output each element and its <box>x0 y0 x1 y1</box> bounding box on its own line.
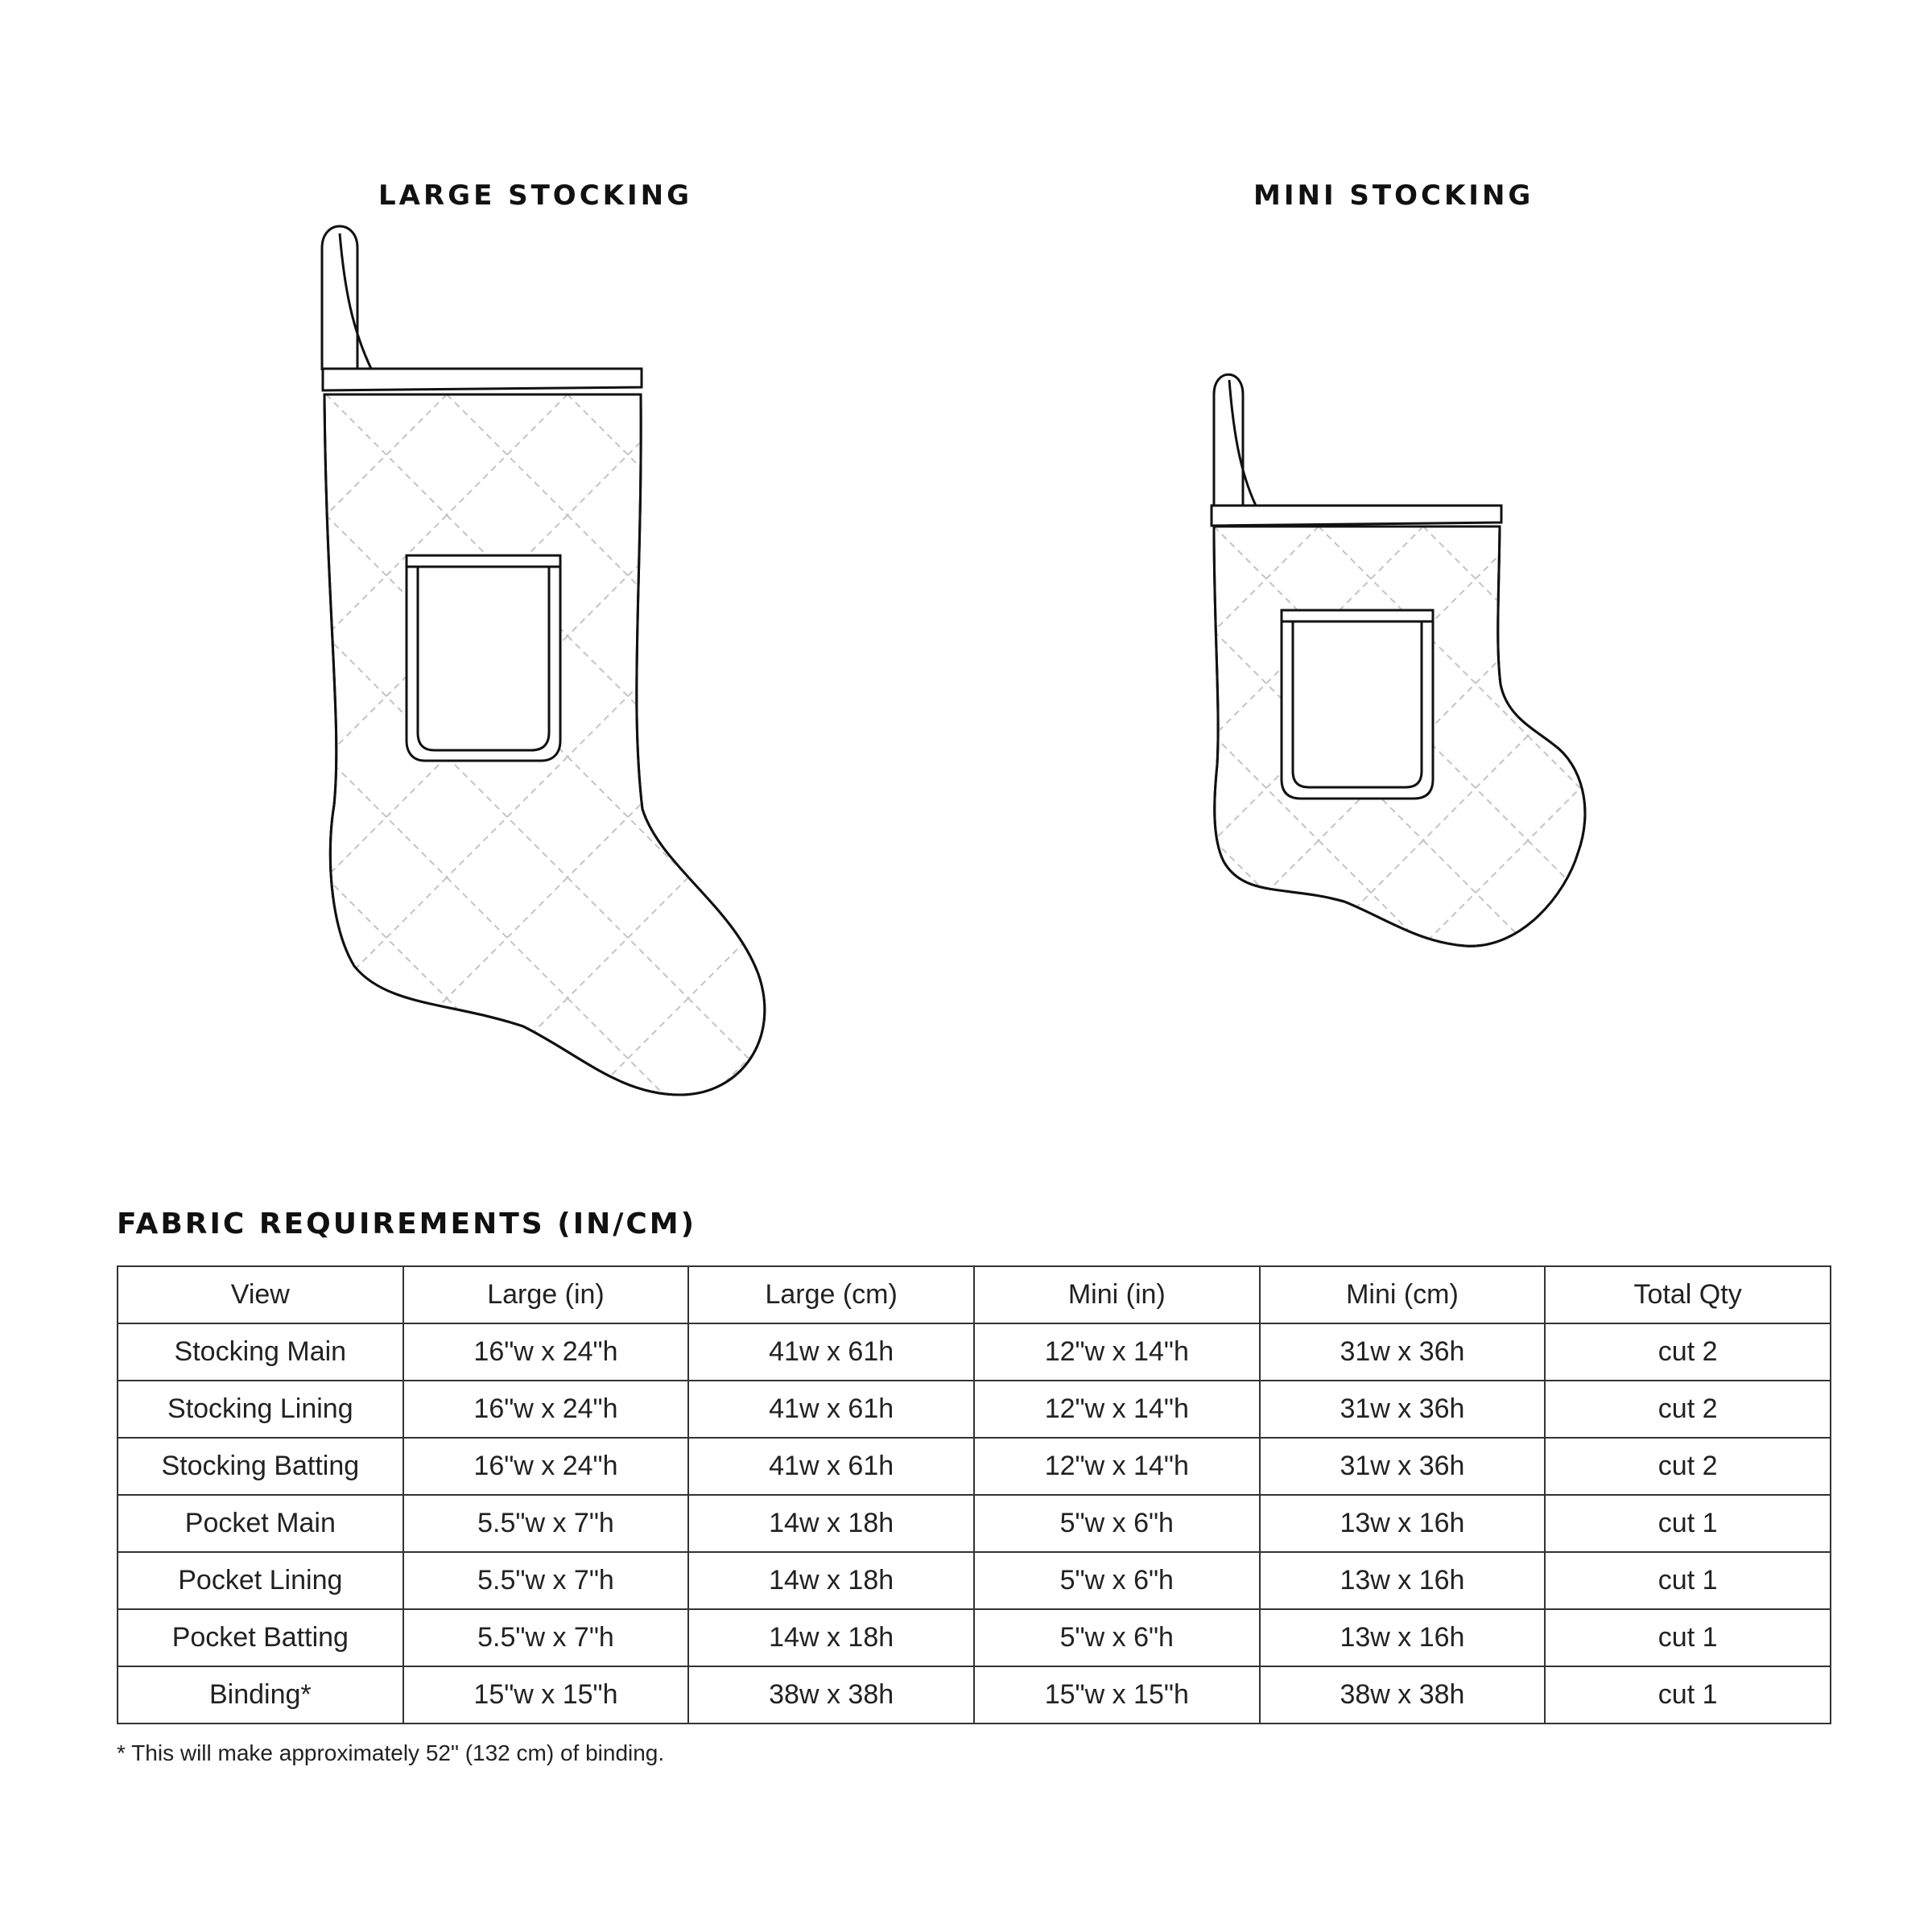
table-cell: Stocking Main <box>118 1323 403 1381</box>
table-cell: Pocket Lining <box>118 1552 403 1609</box>
table-cell: Stocking Lining <box>118 1381 403 1438</box>
table-cell: Pocket Main <box>118 1495 403 1552</box>
table-cell: 12"w x 14"h <box>974 1323 1260 1381</box>
stocking-cuff <box>323 369 642 390</box>
table-cell: 31w x 36h <box>1260 1438 1546 1495</box>
column-header: Total Qty <box>1545 1266 1831 1323</box>
table-row <box>118 1381 1831 1438</box>
table-cell: 5.5"w x 7"h <box>403 1552 689 1609</box>
hanging-loop <box>1214 374 1256 506</box>
column-header: View <box>118 1266 403 1323</box>
table-cell: cut 1 <box>1545 1609 1831 1666</box>
table-cell: 13w x 16h <box>1260 1609 1546 1666</box>
stocking-pocket <box>1282 610 1433 799</box>
table-row <box>118 1438 1831 1495</box>
table-row <box>118 1666 1831 1724</box>
hanging-loop <box>322 226 372 370</box>
table-cell: 5"w x 6"h <box>974 1609 1260 1666</box>
table-row <box>118 1609 1831 1666</box>
large-stocking-title: LARGE STOCKING <box>378 180 693 212</box>
large-stocking-illustration <box>314 217 781 1111</box>
table-cell: 31w x 36h <box>1260 1381 1546 1438</box>
table-cell: Pocket Batting <box>118 1609 403 1666</box>
table-cell: 16"w x 24"h <box>403 1323 689 1381</box>
table-cell: 12"w x 14"h <box>974 1438 1260 1495</box>
column-header: Mini (cm) <box>1260 1266 1546 1323</box>
table-row <box>118 1552 1831 1609</box>
table-cell: 41w x 61h <box>688 1438 974 1495</box>
table-cell: cut 2 <box>1545 1438 1831 1495</box>
stocking-pocket <box>407 555 560 761</box>
mini-stocking-illustration <box>1199 362 1594 958</box>
table-cell: 31w x 36h <box>1260 1323 1546 1381</box>
table-cell: cut 1 <box>1545 1666 1831 1724</box>
table-cell: Stocking Batting <box>118 1438 403 1495</box>
binding-footnote: * This will make approximately 52" (132 cm) of binding. <box>117 1740 665 1765</box>
column-header: Mini (in) <box>974 1266 1260 1323</box>
table-row <box>118 1323 1831 1381</box>
fabric-requirements-heading: FABRIC REQUIREMENTS (IN/CM) <box>117 1208 697 1241</box>
column-header: Large (in) <box>403 1266 689 1323</box>
table-cell: Binding* <box>118 1666 403 1724</box>
table-header-row <box>118 1266 1831 1323</box>
table-cell: 14w x 18h <box>688 1552 974 1609</box>
table-cell: 13w x 16h <box>1260 1552 1546 1609</box>
table-cell: cut 2 <box>1545 1381 1831 1438</box>
column-header: Large (cm) <box>688 1266 974 1323</box>
table-cell: 15"w x 15"h <box>403 1666 689 1724</box>
table-cell: 14w x 18h <box>688 1495 974 1552</box>
fabric-requirements-table <box>117 1265 1831 1724</box>
table-cell: 38w x 38h <box>1260 1666 1546 1724</box>
table-cell: cut 2 <box>1545 1323 1831 1381</box>
table-cell: 14w x 18h <box>688 1609 974 1666</box>
stocking-cuff <box>1212 506 1501 526</box>
table-cell: 5"w x 6"h <box>974 1495 1260 1552</box>
table-cell: 16"w x 24"h <box>403 1438 689 1495</box>
table-cell: cut 1 <box>1545 1495 1831 1552</box>
mini-stocking-title: MINI STOCKING <box>1253 180 1534 212</box>
table-row <box>118 1495 1831 1552</box>
table-cell: 5"w x 6"h <box>974 1552 1260 1609</box>
table-cell: 15"w x 15"h <box>974 1666 1260 1724</box>
table-cell: 13w x 16h <box>1260 1495 1546 1552</box>
table-cell: cut 1 <box>1545 1552 1831 1609</box>
table-cell: 38w x 38h <box>688 1666 974 1724</box>
table-cell: 16"w x 24"h <box>403 1381 689 1438</box>
table-cell: 12"w x 14"h <box>974 1381 1260 1438</box>
table-cell: 41w x 61h <box>688 1381 974 1438</box>
table-cell: 5.5"w x 7"h <box>403 1495 689 1552</box>
table-cell: 5.5"w x 7"h <box>403 1609 689 1666</box>
table-cell: 41w x 61h <box>688 1323 974 1381</box>
